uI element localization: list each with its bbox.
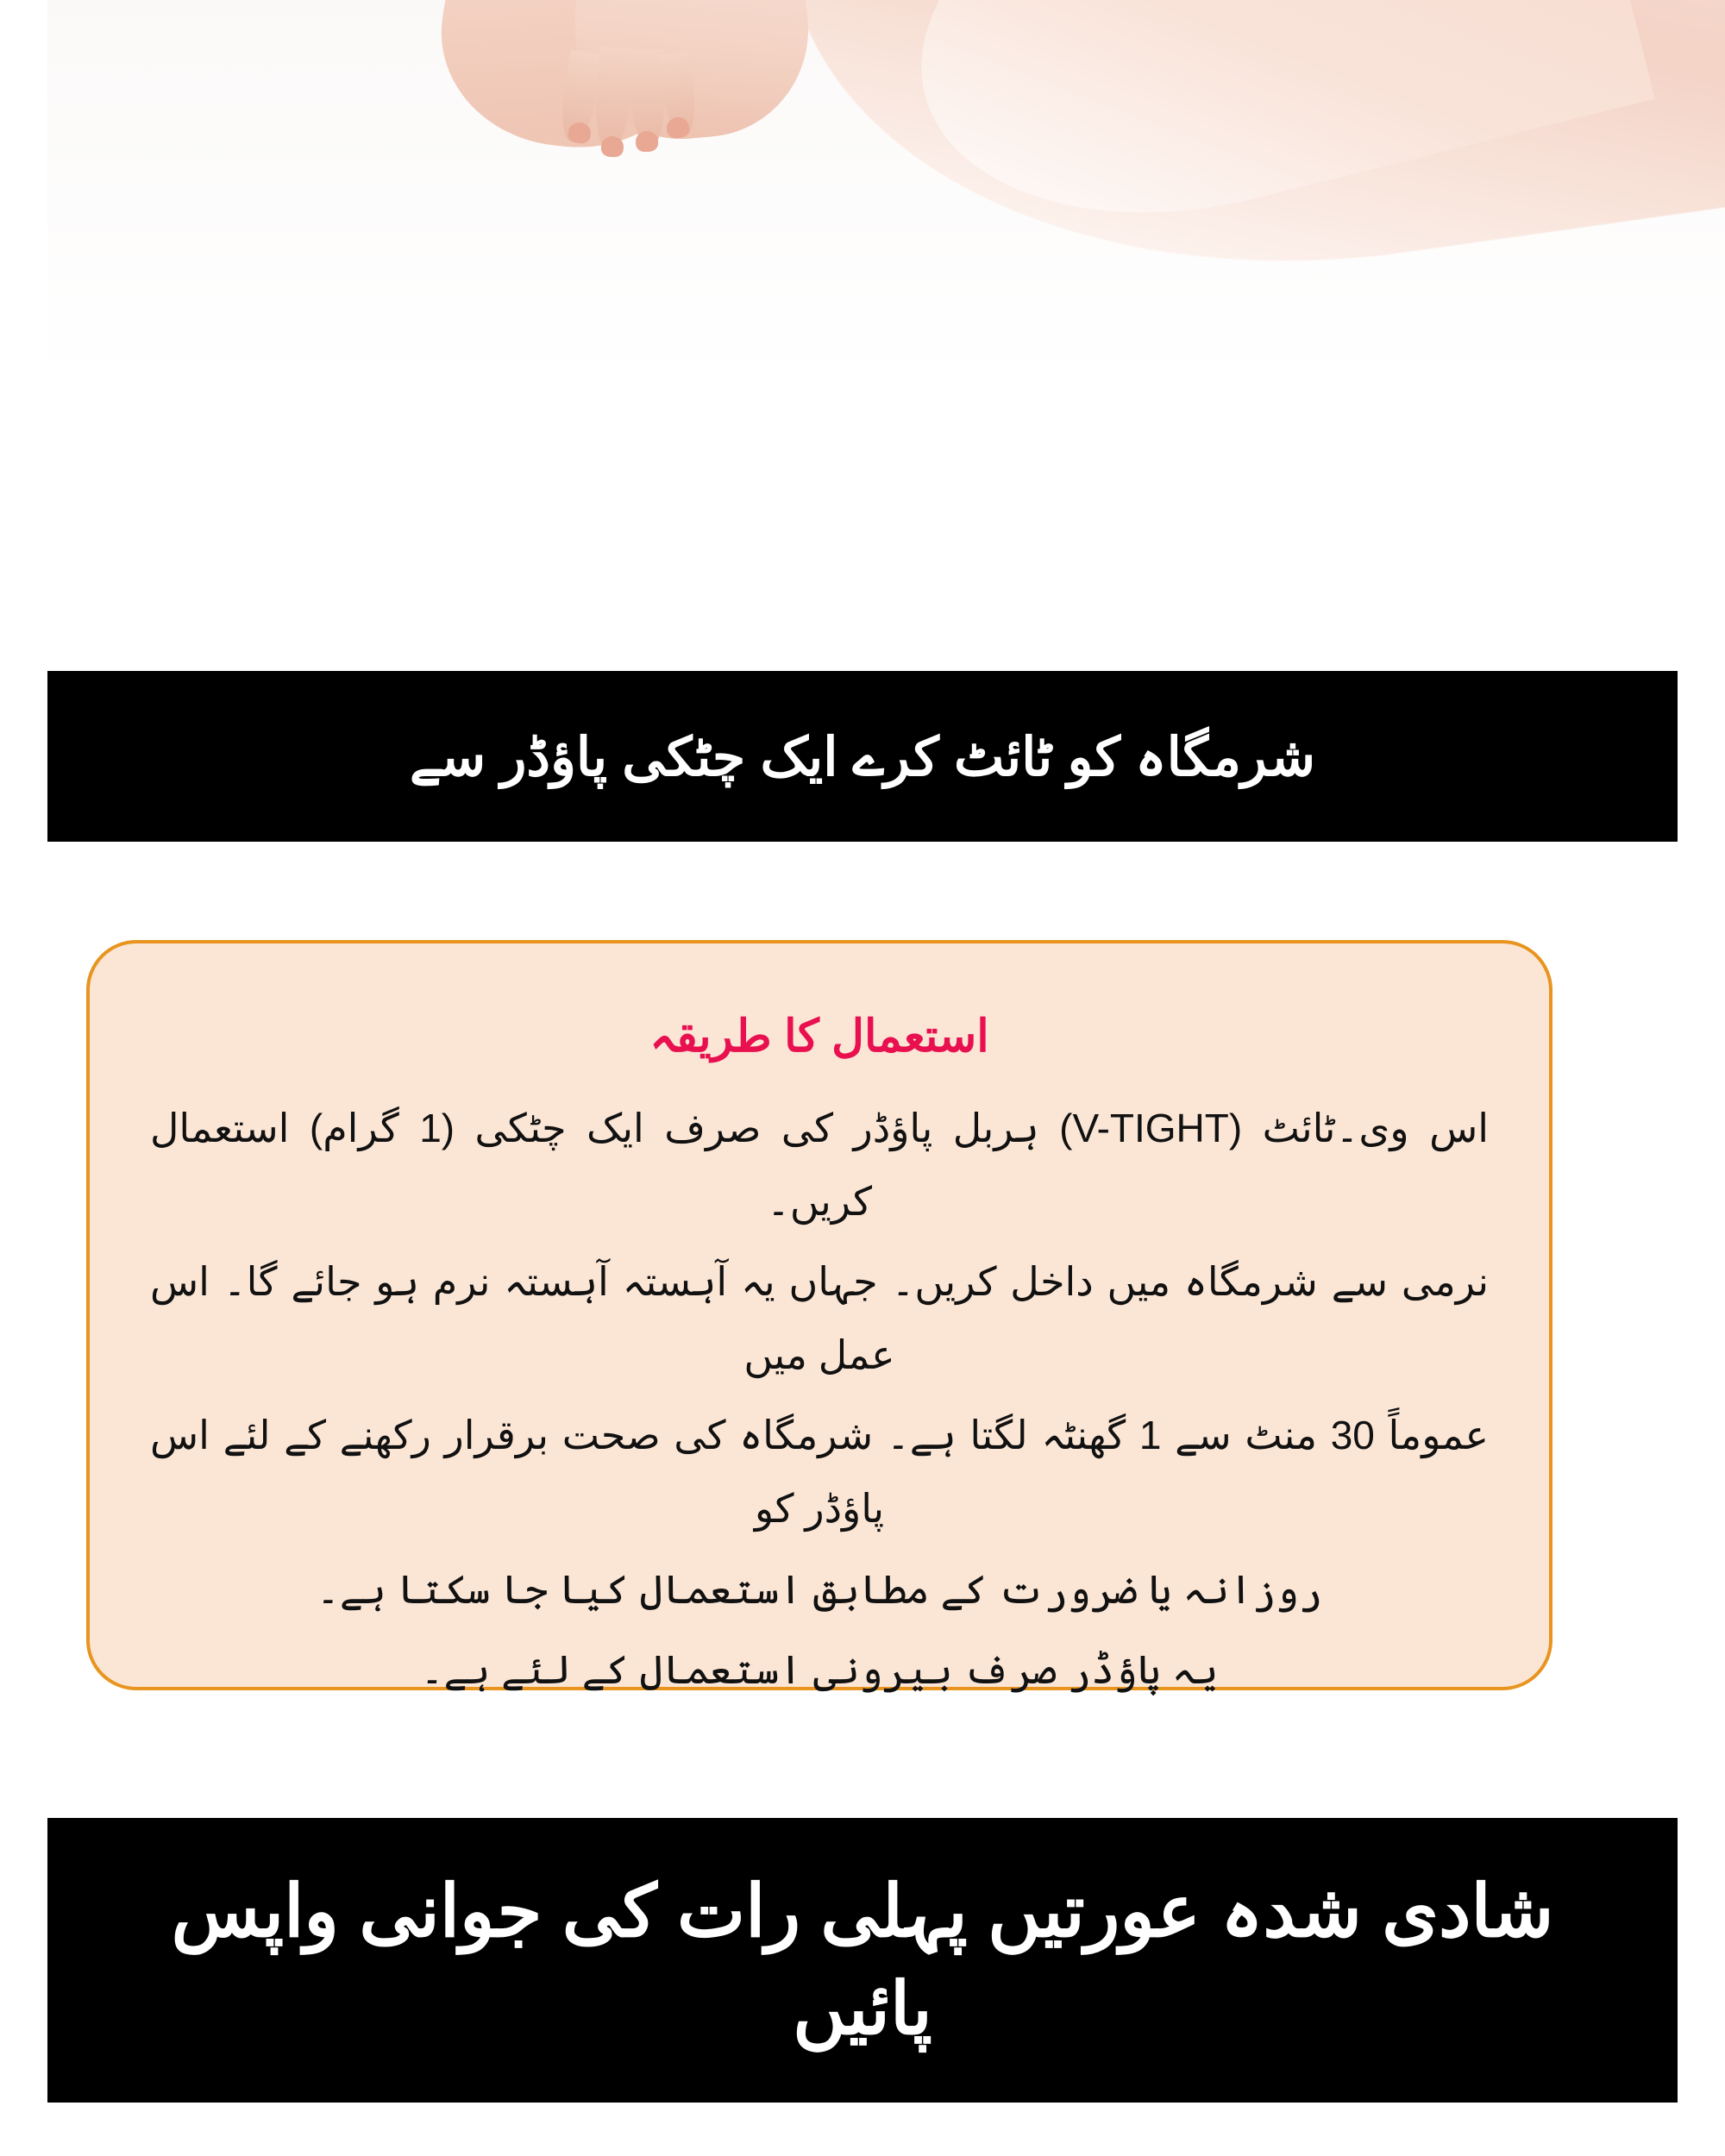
top-headline-banner: شرمگاہ کو ٹائٹ کرے ایک چٹکی پاؤڈر سے (47, 671, 1678, 842)
instruction-line-1: اس وی۔ٹائٹ (V-TIGHT) ہربل پاؤڈر کی صرف ایک چٹکی (1 گرام) استعمال کریں۔ (150, 1106, 1489, 1225)
instruction-line-3: عموماً 30 منٹ سے 1 گھنٹہ لگتا ہے۔ شرمگاہ کی صحت برقرار رکھنے کے لئے اس پاؤڈر کو (150, 1413, 1489, 1532)
instruction-card-title: استعمال کا طریقہ (649, 1012, 989, 1062)
instruction-card (86, 940, 1552, 1690)
instruction-line-4: روزانہ یا ضرورت کے مطابق استعمال کیا جا سکتا ہے۔ (316, 1566, 1323, 1612)
fingernail-shape (635, 130, 658, 152)
hero-photo (47, 0, 1725, 638)
instruction-card-body (150, 1092, 1489, 1707)
fingernail-shape (600, 135, 624, 157)
instruction-line-5: یہ پاؤڈر صرف بیرونی استعمال کے لئے ہے۔ (420, 1646, 1219, 1692)
hero-image (0, 0, 1725, 638)
hero-fade-overlay (47, 276, 1725, 638)
bottom-headline-banner: شادی شدہ عورتیں پہلی رات کی جوانی واپس پائیں (47, 1818, 1678, 2103)
instruction-line-2: نرمی سے شرمگاہ میں داخل کریں۔ جہاں یہ آہستہ آہستہ نرم ہو جائے گا۔ اس عمل میں (150, 1259, 1489, 1378)
